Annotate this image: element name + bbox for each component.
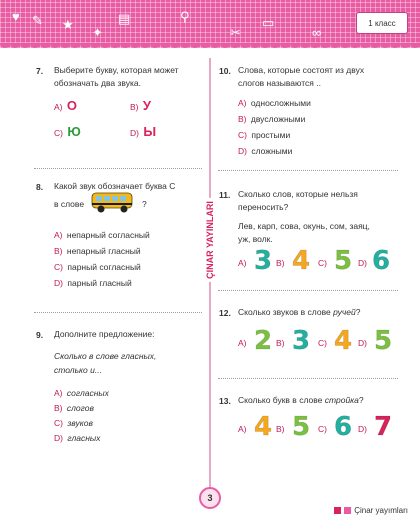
option-letter: D) [130, 128, 139, 138]
magnifier-icon: ⚲ [180, 9, 190, 24]
separator [218, 378, 398, 379]
scallop-bump [80, 43, 90, 48]
q7-option-d[interactable] [130, 124, 156, 139]
scallop-bump [70, 43, 80, 48]
option-text: парный гласный [67, 278, 132, 288]
q13-option-d-value: 7 [374, 412, 393, 442]
scallop-bump [180, 43, 190, 48]
q10-option-c[interactable] [238, 130, 290, 140]
option-letter: D) [54, 278, 63, 288]
q13-option-b-value: 5 [292, 412, 311, 442]
q7-option-c[interactable] [54, 124, 81, 139]
scallop-bump [0, 43, 10, 48]
option-text: односложными [250, 98, 311, 108]
scallop-bump [110, 43, 120, 48]
scallop-bump [200, 43, 210, 48]
q13-option-a[interactable] [238, 424, 249, 434]
q7-number: 7. [36, 66, 44, 76]
scallop-bump [60, 43, 70, 48]
q9-number: 9. [36, 330, 44, 340]
scallop-bump [290, 43, 300, 48]
q12-option-c-value: 4 [334, 326, 353, 356]
q12-word: ручей [333, 307, 356, 317]
scallop-bump [400, 43, 410, 48]
option-text: сложными [251, 146, 293, 156]
q10-text-1: Слова, которые состоят из двух [238, 65, 365, 75]
q13-option-d[interactable] [358, 424, 369, 434]
q12-option-b-value: 3 [292, 326, 311, 356]
scallop-bump [100, 43, 110, 48]
q13-option-c[interactable] [318, 424, 329, 434]
heart-icon: ♥ [12, 9, 20, 24]
option-text: простыми [251, 130, 291, 140]
option-letter: D) [358, 424, 367, 434]
q11-option-b[interactable] [276, 258, 287, 268]
option-text: слогов [66, 403, 94, 413]
option-letter: B) [276, 424, 285, 434]
q13-option-a-value: 4 [254, 412, 273, 442]
q12-mark: ? [355, 307, 361, 317]
q12-number: 12. [219, 308, 231, 318]
q10-text-2: слогов называются .. [238, 78, 321, 88]
scallop-bump [300, 43, 310, 48]
separator [34, 168, 202, 169]
option-letter: A) [238, 424, 247, 434]
scallop-bump [30, 43, 40, 48]
option-text: двусложными [250, 114, 306, 124]
option-letter: D) [358, 258, 367, 268]
brand-logo-icon [344, 507, 351, 514]
q11-option-d[interactable] [358, 258, 369, 268]
q11-text-2: переносить? [238, 202, 289, 212]
q8-text-inword: в слове [54, 199, 85, 209]
scallop-bump [310, 43, 320, 48]
option-letter: B) [54, 246, 63, 256]
q11-option-b-value: 4 [292, 246, 311, 276]
option-letter: A) [54, 230, 63, 240]
scallop-bump [90, 43, 100, 48]
option-letter: B) [276, 258, 285, 268]
scallop-bump [380, 43, 390, 48]
footer-brand [334, 506, 408, 515]
option-letter: A) [238, 258, 247, 268]
q11-option-c[interactable] [318, 258, 329, 268]
option-value: О [66, 98, 77, 113]
q13-option-c-value: 6 [334, 412, 353, 442]
q12-option-b[interactable] [276, 338, 287, 348]
footer-brand-text: Çinar yayımları [354, 506, 408, 515]
option-letter: A) [238, 338, 247, 348]
q11-option-d-value: 6 [372, 246, 391, 276]
option-letter: C) [54, 128, 63, 138]
q12-option-a-value: 2 [254, 326, 273, 356]
page-number: 3 [199, 487, 221, 509]
scallop-bump [260, 43, 270, 48]
q9-text: Дополните предложение: [54, 329, 155, 339]
scallop-bump [360, 43, 370, 48]
option-value: Ю [67, 124, 81, 139]
q7-option-b[interactable] [130, 98, 151, 113]
scallop-bump [20, 43, 30, 48]
q13-option-b[interactable] [276, 424, 287, 434]
scallop-bump [320, 43, 330, 48]
q9-option-d[interactable] [54, 433, 100, 443]
option-text: звуков [67, 418, 93, 428]
q10-option-a[interactable] [238, 98, 311, 108]
scallop-bump [190, 43, 200, 48]
option-letter: D) [358, 338, 367, 348]
q11-text-1: Сколько слов, которые нельзя [238, 189, 358, 199]
separator [218, 170, 398, 171]
option-letter: C) [318, 338, 327, 348]
q9-sentence-1-text: Сколько в слове гласных, [54, 351, 157, 361]
pencil-icon: ✎ [32, 13, 43, 28]
q8-text: Какой звук обозначает буква С [54, 181, 176, 191]
q7-text: Выберите букву, которая может обозначать два звука. [54, 65, 179, 88]
q10-number: 10. [219, 66, 231, 76]
header-scallop [0, 43, 420, 53]
option-letter: B) [276, 338, 285, 348]
q11-words-1: Лев, карп, сова, окунь, сом, заяц, [238, 221, 370, 231]
scallop-bump [150, 43, 160, 48]
q7-option-a[interactable] [54, 98, 77, 113]
q8-option-b[interactable] [54, 246, 141, 256]
scallop-bump [220, 43, 230, 48]
option-letter: C) [318, 258, 327, 268]
option-value: Ы [143, 124, 157, 139]
option-letter: C) [54, 418, 63, 428]
q11-number: 11. [219, 190, 231, 200]
scallop-bump [340, 43, 350, 48]
q12-option-c[interactable] [318, 338, 329, 348]
glasses-icon: ∞ [312, 25, 322, 40]
scallop-bump [40, 43, 50, 48]
scallop-bump [350, 43, 360, 48]
separator [34, 312, 202, 313]
q10-option-d[interactable] [238, 146, 292, 156]
scallop-bump [370, 43, 380, 48]
q8-option-c[interactable] [54, 262, 141, 272]
option-letter: D) [238, 146, 247, 156]
option-letter: B) [54, 403, 63, 413]
option-letter: A) [54, 102, 63, 112]
scallop-bump [280, 43, 290, 48]
q8-question-mark: ? [142, 199, 147, 209]
q13-text [238, 394, 364, 407]
option-letter: C) [238, 130, 247, 140]
scallop-bump [130, 43, 140, 48]
star-icon: ✦ [92, 25, 103, 40]
q8-option-a[interactable] [54, 230, 150, 240]
scallop-bump [210, 43, 220, 48]
q12-text [238, 306, 360, 319]
option-letter: C) [54, 262, 63, 272]
scallop-bump [390, 43, 400, 48]
star-icon: ★ [62, 17, 74, 32]
q12-text-main: Сколько звуков в слове [238, 307, 331, 317]
option-text: парный согласный [67, 262, 141, 272]
option-letter: B) [130, 102, 139, 112]
q12-option-d-value: 5 [374, 326, 393, 356]
q11-option-c-value: 5 [334, 246, 353, 276]
scallop-bump [240, 43, 250, 48]
scallop-bump [120, 43, 130, 48]
option-letter: A) [54, 388, 63, 398]
option-text: согласных [66, 388, 109, 398]
scissors-icon: ✂ [230, 25, 241, 40]
option-letter: A) [238, 98, 247, 108]
q12-option-a[interactable] [238, 338, 249, 348]
q9-option-c[interactable] [54, 418, 93, 428]
scallop-bump [410, 43, 420, 48]
page-header [0, 0, 420, 48]
q11-option-a-value: 3 [254, 246, 273, 276]
scallop-bump [10, 43, 20, 48]
option-text: непарный гласный [66, 246, 141, 256]
bus-icon [90, 191, 136, 215]
option-text: непарный согласный [66, 230, 150, 240]
divider-brand: ÇINAR YAYINLARI [205, 198, 215, 282]
scallop-bump [270, 43, 280, 48]
q9-sentence-1 [54, 350, 156, 363]
separator [218, 290, 398, 291]
q8-number: 8. [36, 182, 44, 192]
q11-option-a[interactable] [238, 258, 249, 268]
option-letter: B) [238, 114, 247, 124]
option-letter: C) [318, 424, 327, 434]
scallop-bump [230, 43, 240, 48]
q10-option-b[interactable] [238, 114, 305, 124]
scallop-bump [250, 43, 260, 48]
q9-option-b[interactable] [54, 403, 94, 413]
q12-option-d[interactable] [358, 338, 369, 348]
q9-sentence-2-text: столько и... [54, 365, 102, 375]
option-text: гласных [67, 433, 101, 443]
scallop-bump [160, 43, 170, 48]
scallop-bump [170, 43, 180, 48]
q13-number: 13. [219, 396, 231, 406]
option-value: У [142, 98, 151, 113]
q11-words-2: уж, волк. [238, 234, 273, 244]
scallop-bump [330, 43, 340, 48]
book-icon: ▤ [118, 11, 131, 26]
q13-word: стройка [324, 395, 359, 405]
q13-mark: ? [358, 395, 364, 405]
brand-logo-icon [334, 507, 341, 514]
class-badge: 1 класс [356, 12, 408, 34]
q8-option-d[interactable] [54, 278, 132, 288]
option-letter: D) [54, 433, 63, 443]
ruler-icon: ▭ [262, 15, 275, 30]
scallop-bump [50, 43, 60, 48]
q13-text-main: Сколько букв в слове [238, 395, 323, 405]
q9-sentence-2 [54, 364, 102, 377]
q9-option-a[interactable] [54, 388, 109, 398]
scallop-bump [140, 43, 150, 48]
